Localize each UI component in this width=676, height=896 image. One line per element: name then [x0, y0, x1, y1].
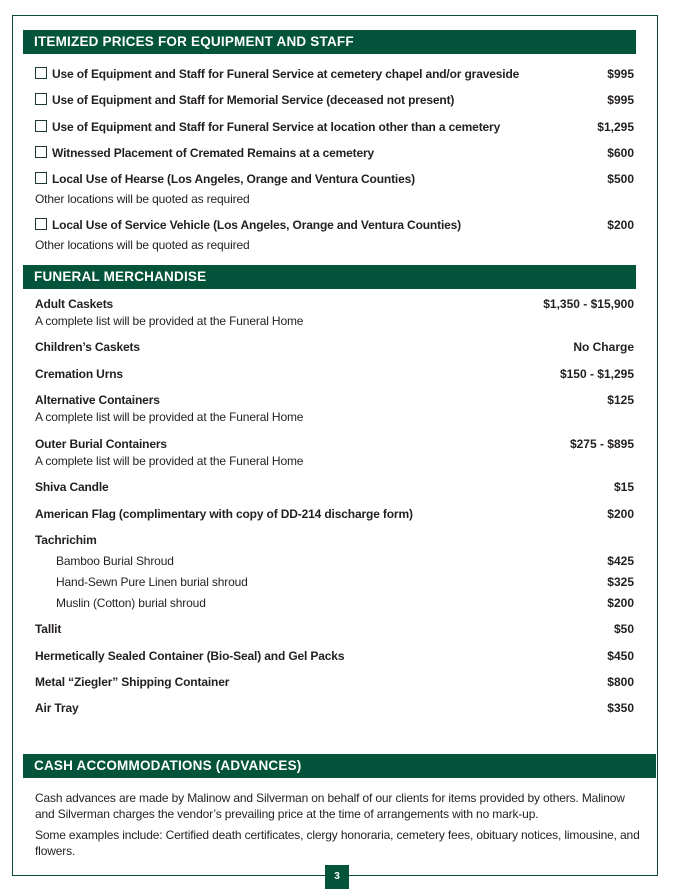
cash-examples-paragraph: Some examples include: Certified death certificates, clergy honoraria, cemetery fees, obituary notices, limousine, and flowers. [35, 828, 640, 858]
item-price: $600 [607, 146, 634, 160]
equipment-item [35, 218, 634, 236]
item-label: Hermetically Sealed Container (Bio-Seal) and Gel Packs [35, 649, 345, 663]
tachrichim-option [35, 596, 634, 614]
item-price: $800 [607, 675, 634, 689]
item-price: $150 - $1,295 [559, 367, 634, 381]
checkbox[interactable] [35, 67, 47, 79]
item-label: Adult Caskets [35, 297, 114, 311]
item-price: $125 [607, 393, 634, 407]
item-label: Use of Equipment and Staff for Funeral Service at location other than a cemetery [52, 120, 501, 134]
equipment-item [35, 67, 634, 85]
checkbox[interactable] [35, 172, 47, 184]
item-price: $1,295 [597, 120, 634, 134]
tachrichim-option [35, 575, 634, 593]
merchandise-item [35, 297, 634, 315]
merchandise-item-tachrichim [35, 533, 634, 551]
item-price: $200 [607, 218, 634, 232]
equipment-item [35, 146, 634, 164]
checkbox[interactable] [35, 93, 47, 105]
item-label: Metal “Ziegler” Shipping Container [35, 675, 230, 689]
item-price: $450 [607, 649, 634, 663]
item-note: A complete list will be provided at the Funeral Home [35, 314, 304, 328]
item-price: $1,350 - $15,900 [543, 297, 634, 311]
item-label: Use of Equipment and Staff for Memorial Service (deceased not present) [52, 93, 455, 107]
item-price: $350 [607, 701, 634, 715]
item-label: Local Use of Service Vehicle (Los Angeles, Orange and Ventura Counties) [52, 218, 462, 232]
item-label: Cremation Urns [35, 367, 123, 381]
item-price: No Charge [573, 340, 634, 354]
equipment-section-header: ITEMIZED PRICES FOR EQUIPMENT AND STAFF [23, 30, 636, 54]
merchandise-item [35, 480, 634, 498]
item-note: Other locations will be quoted as required [35, 192, 250, 206]
item-label: Muslin (Cotton) burial shroud [56, 596, 206, 610]
item-price: $200 [607, 596, 634, 610]
merchandise-section-header: FUNERAL MERCHANDISE [23, 265, 636, 289]
cash-section-header: CASH ACCOMMODATIONS (ADVANCES) [23, 754, 656, 778]
equipment-item [35, 172, 634, 190]
item-price: $200 [607, 507, 634, 521]
item-label: Alternative Containers [35, 393, 160, 407]
item-price: $500 [607, 172, 634, 186]
cash-paragraph: Cash advances are made by Malinow and Silverman on behalf of our clients for items provided by others. Malinow and Silverman charges the vendor’s prevailing price at the time of arrangements with no mark-up. [35, 791, 625, 821]
item-price: $995 [607, 93, 634, 107]
checkbox[interactable] [35, 120, 47, 132]
tachrichim-option [35, 554, 634, 572]
item-price: $425 [607, 554, 634, 568]
item-label: Tallit [35, 622, 62, 636]
merchandise-item [35, 340, 634, 358]
merchandise-item [35, 367, 634, 385]
merchandise-item [35, 393, 634, 411]
item-label: American Flag (complimentary with copy of DD-214 discharge form) [35, 507, 413, 521]
item-label: Hand-Sewn Pure Linen burial shroud [56, 575, 248, 589]
item-price: $275 - $895 [569, 437, 634, 451]
item-note: A complete list will be provided at the Funeral Home [35, 410, 304, 424]
item-price: $15 [613, 480, 634, 494]
item-label: Witnessed Placement of Cremated Remains at a cemetery [52, 146, 375, 160]
item-price: $325 [607, 575, 634, 589]
page-number: 3 [325, 865, 349, 889]
item-label: Air Tray [35, 701, 79, 715]
equipment-item [35, 120, 634, 138]
item-label: Use of Equipment and Staff for Funeral Service at cemetery chapel and/or graveside [52, 67, 520, 81]
checkbox[interactable] [35, 146, 47, 158]
item-label: Tachrichim [35, 533, 97, 547]
merchandise-item [35, 649, 634, 667]
merchandise-item [35, 675, 634, 693]
item-note: A complete list will be provided at the Funeral Home [35, 454, 304, 468]
merchandise-item [35, 507, 634, 525]
item-label: Shiva Candle [35, 480, 109, 494]
merchandise-item [35, 622, 634, 640]
item-price: $50 [613, 622, 634, 636]
item-label: Children’s Caskets [35, 340, 140, 354]
item-note: Other locations will be quoted as required [35, 238, 250, 252]
merchandise-item [35, 437, 634, 455]
checkbox[interactable] [35, 218, 47, 230]
merchandise-item [35, 701, 634, 719]
item-label: Local Use of Hearse (Los Angeles, Orange and Ventura Counties) [52, 172, 416, 186]
equipment-item [35, 93, 634, 111]
item-label: Outer Burial Containers [35, 437, 167, 451]
item-price: $995 [607, 67, 634, 81]
item-label: Bamboo Burial Shroud [56, 554, 174, 568]
